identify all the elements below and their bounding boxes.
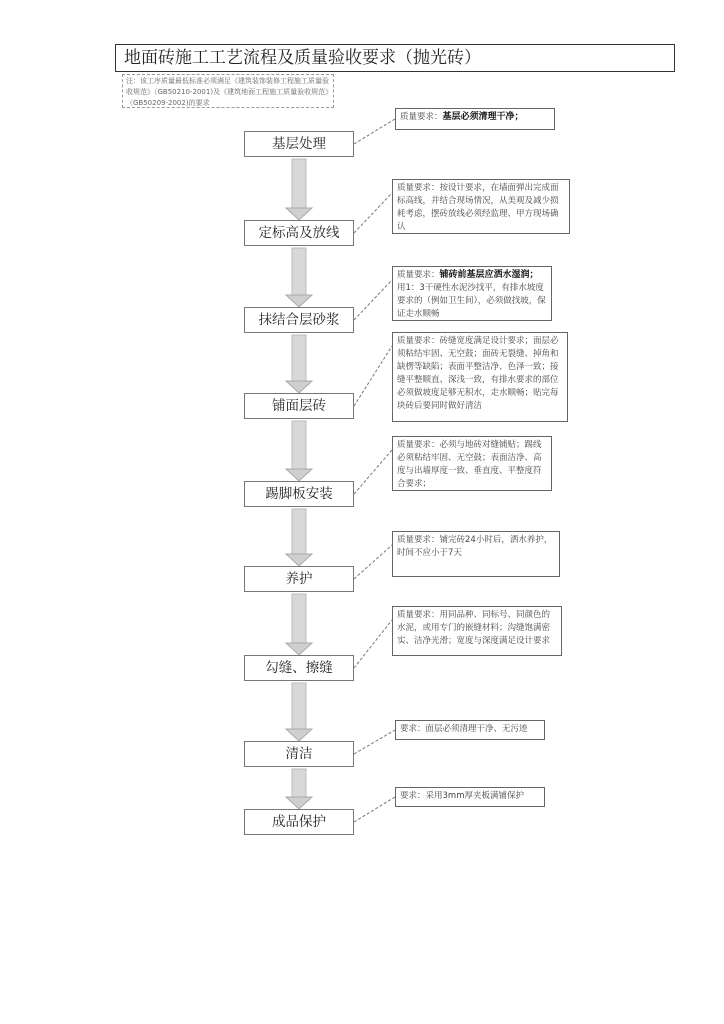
flow-step: 勾缝、擦缝 xyxy=(244,655,354,681)
requirement-text: 砖缝宽度满足设计要求；面层必须粘结牢固、无空鼓；面砖无裂缝、掉角和缺楞等缺陷；表面平整洁净、色泽一致；接缝平整顺直、深浅一致，有排水要求的部位必须做坡度足够无积水，走水顺畅；贴完每块砖后要同时做好清洁 xyxy=(397,336,559,411)
flow-arrow xyxy=(286,509,312,566)
leader-line xyxy=(354,797,395,822)
flow-step: 基层处理 xyxy=(244,131,354,157)
requirement-prefix: 质量要求： xyxy=(397,336,440,346)
requirement-key: 基层必须清理干净； xyxy=(442,112,524,122)
quality-requirement-box xyxy=(395,787,545,807)
flow-arrow xyxy=(286,683,312,741)
leader-line xyxy=(354,346,392,406)
leader-line xyxy=(354,620,392,668)
requirement-prefix: 质量要求： xyxy=(400,112,443,122)
leader-line xyxy=(354,450,392,494)
quality-requirement-box xyxy=(392,266,552,321)
flow-arrow xyxy=(286,335,312,393)
flow-arrow xyxy=(286,769,312,809)
quality-requirement-box xyxy=(392,531,560,577)
flow-arrow xyxy=(286,159,312,220)
leader-line xyxy=(354,193,392,233)
requirement-key: 铺砖前基层应洒水湿润； xyxy=(439,270,539,280)
requirement-text: 面层必须清理干净、无污迹 xyxy=(425,724,528,734)
leader-line xyxy=(354,280,392,320)
flow-step: 踢脚板安装 xyxy=(244,481,354,507)
quality-requirement-box xyxy=(395,108,555,130)
leader-line xyxy=(354,119,395,144)
flow-step: 定标高及放线 xyxy=(244,220,354,246)
flow-arrow xyxy=(286,248,312,307)
requirement-text: 必须与地砖对缝铺贴；踢线必须粘结牢固、无空鼓；表面洁净、高度与出墙厚度一致、垂直度、平整度符合要求； xyxy=(397,440,542,489)
requirement-prefix: 质量要求： xyxy=(397,270,440,280)
requirement-prefix: 要求： xyxy=(400,724,426,734)
requirement-prefix: 质量要求： xyxy=(397,535,440,545)
requirement-text: 用1：3干硬性水泥沙找平，有排水坡度要求的（例如卫生间），必须做找坡，保证走水顺畅 xyxy=(397,283,546,319)
requirement-prefix: 质量要求： xyxy=(397,183,440,193)
requirement-prefix: 质量要求： xyxy=(397,440,440,450)
flow-arrow xyxy=(286,594,312,655)
requirement-text: 铺完砖24小时后，洒水养护，时间不应小于7天 xyxy=(397,535,553,558)
leader-line xyxy=(354,545,392,579)
leader-line xyxy=(354,730,395,754)
flow-step: 抹结合层砂浆 xyxy=(244,307,354,333)
quality-requirement-box xyxy=(392,436,552,491)
quality-requirement-box xyxy=(392,332,568,422)
requirement-text: 采用3mm厚夹板满铺保护 xyxy=(425,791,524,801)
requirement-text: 按设计要求，在墙面弹出完成面标高线，并结合现场情况，从美观及减少损耗考虑，摆砖放线必须经监理、甲方现场确认 xyxy=(397,183,559,232)
requirement-prefix: 要求： xyxy=(400,791,426,801)
flow-step: 养护 xyxy=(244,566,354,592)
requirement-prefix: 质量要求： xyxy=(397,610,440,620)
quality-requirement-box xyxy=(395,720,545,740)
quality-requirement-box xyxy=(392,606,562,656)
page-title: 地面砖施工工艺流程及质量验收要求（抛光砖） xyxy=(115,44,675,72)
flow-arrow xyxy=(286,421,312,481)
flow-step: 成品保护 xyxy=(244,809,354,835)
quality-requirement-box xyxy=(392,179,570,234)
flow-step: 清洁 xyxy=(244,741,354,767)
standard-note: 注：该工序质量最低标准必须满足《建筑装饰装修工程施工质量验收规范》（GB50210-2001)及《建筑地面工程施工质量验收规范》（GB50209-2002)的要求 xyxy=(122,74,334,108)
requirement-text: 用同品种、同标号、同颜色的水泥，或用专门的嵌缝材料；沟缝饱满密实、洁净光滑；宽度与深度满足设计要求 xyxy=(397,610,551,646)
flow-step: 铺面层砖 xyxy=(244,393,354,419)
